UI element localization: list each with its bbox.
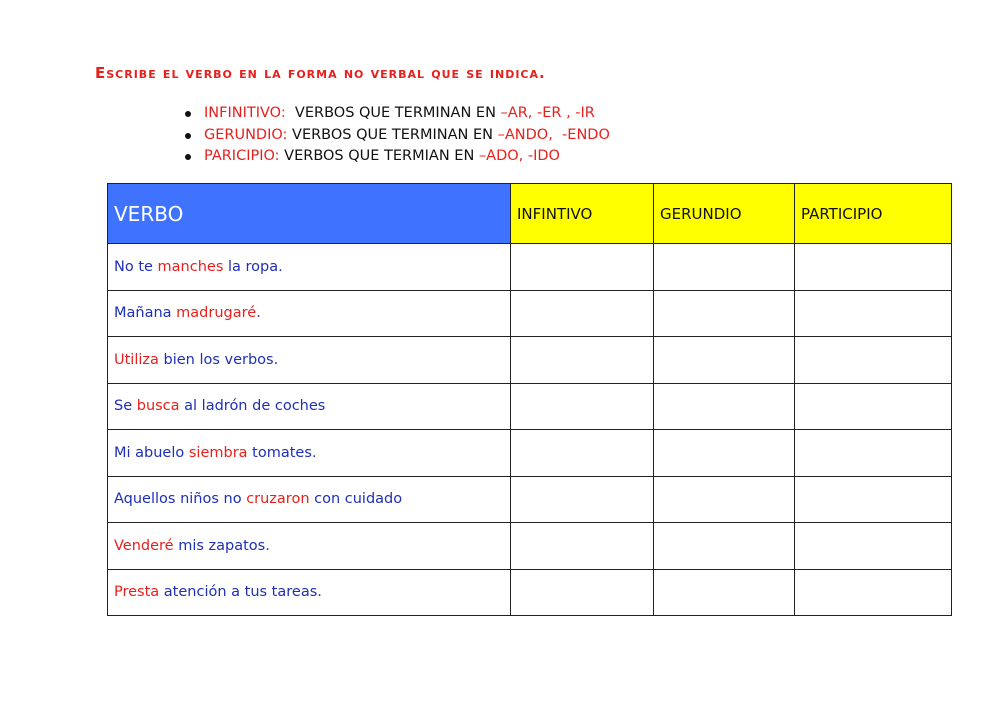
sentence-cell (108, 383, 511, 430)
answer-gerundio-cell[interactable] (654, 244, 795, 291)
answer-participio-cell[interactable] (795, 290, 952, 337)
sentence-verb: madrugaré (176, 305, 257, 322)
answer-gerundio-cell[interactable] (654, 383, 795, 430)
answer-gerundio-cell[interactable] (654, 430, 795, 477)
sentence-cell (108, 290, 511, 337)
sentence-text: al ladrón de coches (179, 398, 326, 415)
answer-gerundio-cell[interactable] (654, 523, 795, 570)
answer-infinitivo-cell[interactable] (511, 569, 654, 616)
instruction-text: VERBOS QUE TERMIAN EN (279, 148, 479, 164)
answer-participio-cell[interactable] (795, 244, 952, 291)
sentence-text: Aquellos niños no (114, 491, 247, 508)
sentence-text: No te (114, 258, 158, 275)
answer-infinitivo-cell[interactable] (511, 523, 654, 570)
instruction-gerundio (184, 125, 610, 147)
table-row (108, 337, 952, 384)
answer-infinitivo-cell[interactable] (511, 383, 654, 430)
answer-gerundio-cell[interactable] (654, 337, 795, 384)
answer-participio-cell[interactable] (795, 383, 952, 430)
table-row (108, 569, 952, 616)
instruction-endings: –ADO, -IDO (478, 148, 560, 164)
answer-participio-cell[interactable] (795, 476, 952, 523)
table-row (108, 290, 952, 337)
verb-table (107, 183, 952, 616)
bullet-icon (185, 111, 191, 117)
sentence-verb: Venderé (114, 537, 174, 554)
sentence-cell (108, 244, 511, 291)
answer-participio-cell[interactable] (795, 523, 952, 570)
sentence-cell (108, 430, 511, 477)
answer-participio-cell[interactable] (795, 430, 952, 477)
answer-gerundio-cell[interactable] (654, 569, 795, 616)
answer-infinitivo-cell[interactable] (511, 430, 654, 477)
instruction-label: INFINITIVO: (204, 105, 286, 121)
answer-infinitivo-cell[interactable] (511, 476, 654, 523)
sentence-verb: manches (157, 258, 224, 275)
instruction-participio (184, 146, 610, 168)
answer-participio-cell[interactable] (795, 337, 952, 384)
instruction-infinitivo (184, 103, 610, 125)
sentence-verb: Utiliza (114, 351, 159, 368)
table-row (108, 244, 952, 291)
sentence-text: . (256, 305, 261, 322)
answer-infinitivo-cell[interactable] (511, 244, 654, 291)
instruction-endings: –AR, -ER , -IR (500, 105, 595, 121)
worksheet-title: Escribe el verbo en la forma no verbal que se indica. (95, 64, 546, 82)
table-header-row (108, 184, 952, 244)
sentence-cell (108, 476, 511, 523)
sentence-verb: Presta (114, 584, 160, 601)
bullet-icon (185, 154, 191, 160)
sentence-cell (108, 337, 511, 384)
sentence-text: Se (114, 398, 137, 415)
sentence-text: la ropa. (223, 258, 283, 275)
sentence-verb: siembra (188, 444, 248, 461)
answer-gerundio-cell[interactable] (654, 476, 795, 523)
header-gerundio: GERUNDIO (654, 184, 795, 244)
answer-participio-cell[interactable] (795, 569, 952, 616)
instruction-text: VERBOS QUE TERMINAN EN (287, 126, 498, 143)
sentence-verb: busca (136, 398, 180, 415)
sentence-cell (108, 523, 511, 570)
instruction-label: GERUNDIO: (204, 126, 288, 143)
bullet-icon (185, 133, 191, 139)
answer-infinitivo-cell[interactable] (511, 290, 654, 337)
instruction-endings: –ANDO, -ENDO (497, 126, 610, 143)
sentence-cell (108, 569, 511, 616)
answer-infinitivo-cell[interactable] (511, 337, 654, 384)
header-participio: PARTICIPIO (795, 184, 952, 244)
instructions-list (184, 103, 610, 168)
table-row (108, 523, 952, 570)
instruction-label: PARICIPIO: (204, 148, 280, 164)
sentence-text: tomates. (247, 444, 317, 461)
sentence-text: Mañana (114, 305, 177, 322)
sentence-text: atención a tus tareas. (159, 584, 322, 601)
table-row (108, 430, 952, 477)
sentence-text: mis zapatos. (173, 537, 270, 554)
table-row (108, 383, 952, 430)
sentence-text: Mi abuelo (114, 444, 189, 461)
sentence-text: bien los verbos. (158, 351, 279, 368)
table-row (108, 476, 952, 523)
sentence-verb: cruzaron (246, 491, 310, 508)
instruction-text: VERBOS QUE TERMINAN EN (285, 105, 501, 121)
header-verbo: VERBO (108, 184, 511, 244)
answer-gerundio-cell[interactable] (654, 290, 795, 337)
sentence-text: con cuidado (309, 491, 403, 508)
header-infinitivo: INFINTIVO (511, 184, 654, 244)
